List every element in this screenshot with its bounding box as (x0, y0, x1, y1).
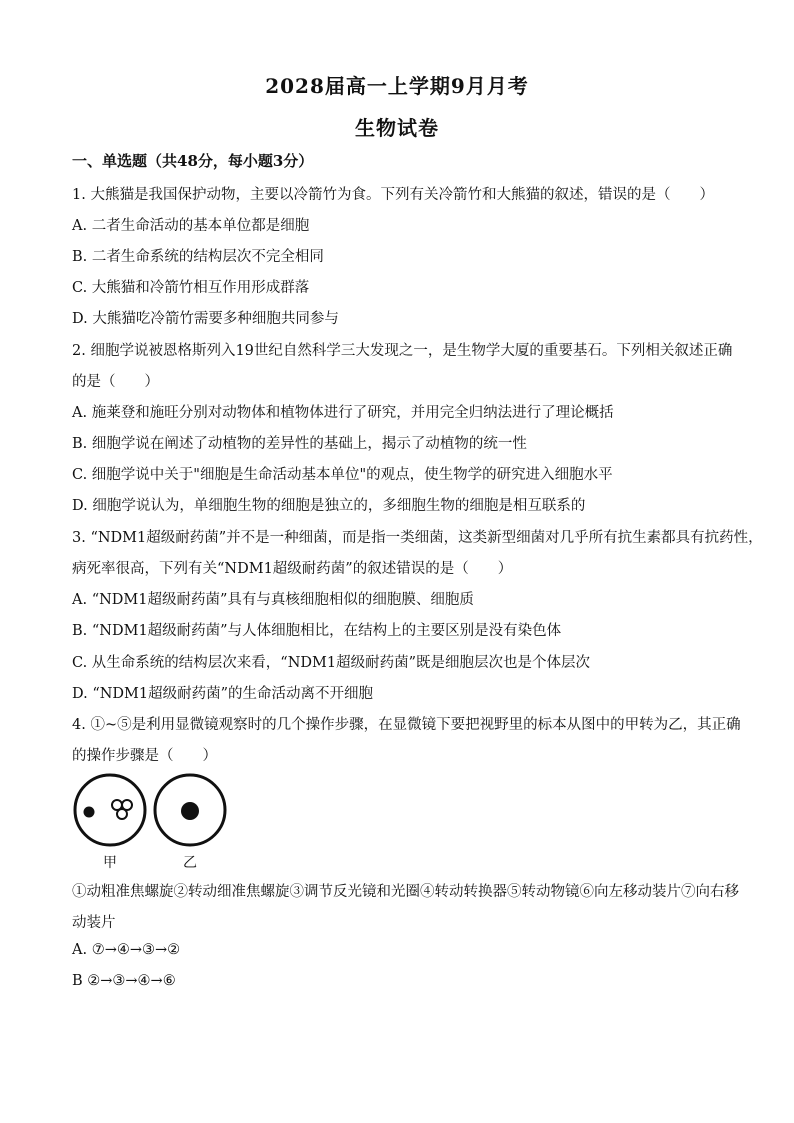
question-2-option-b: B. 细胞学说在阐述了动植物的差异性的基础上，揭示了动植物的统一性 (72, 436, 527, 452)
question-4-option-a: A. ⑦→④→③→② (72, 942, 181, 958)
question-4-steps-line1: ①动粗准焦螺旋②转动细准焦螺旋③调节反光镜和光圈④转动转换器⑤转动物镜⑥向左移动装片⑦向右移 (72, 884, 739, 900)
question-2-stem-line2: 的是（ ） (72, 374, 159, 390)
question-3-stem-line2: 病死率很高，下列有关“NDM1超级耐药菌”的叙述错误的是（ ） (72, 561, 513, 577)
question-1-option-b: B. 二者生命系统的结构层次不完全相同 (72, 249, 324, 265)
question-4-stem-line1: 4. ①~⑤是利用显微镜观察时的几个操作步骤，在显微镜下要把视野里的标本从图中的甲转为乙，其正确 (72, 717, 741, 733)
figure-label-yi: 乙 (183, 855, 197, 871)
question-3-option-b: B. “NDM1超级耐药菌”与人体细胞相比，在结构上的主要区别是没有染色体 (72, 623, 562, 639)
section-heading: 一、单选题（共48分，每小题3分） (72, 152, 314, 170)
question-4-steps-line2: 动装片 (72, 915, 116, 931)
exam-subject: 生物试卷 (355, 116, 439, 140)
microscope-field-figure (72, 772, 232, 872)
question-1-stem: 1. 大熊猫是我国保护动物，主要以冷箭竹为食。下列有关冷箭竹和大熊猫的叙述，错误的是（ ） (72, 187, 714, 203)
question-3-option-c: C. 从生命系统的结构层次来看，“NDM1超级耐药菌”既是细胞层次也是个体层次 (72, 655, 591, 671)
microscope-field-diagram (72, 772, 232, 850)
question-2-option-a: A. 施莱登和施旺分别对动物体和植物体进行了研究，并用完全归纳法进行了理论概括 (72, 405, 614, 421)
question-2-option-c: C. 细胞学说中关于"细胞是生命活动基本单位"的观点，使生物学的研究进入细胞水平 (72, 467, 613, 483)
question-3-stem-line1: 3. “NDM1超级耐药菌”并不是一种细菌，而是指一类细菌，这类新型细菌对几乎所有抗生素都具有抗药性， (72, 530, 763, 546)
question-2-option-d: D. 细胞学说认为，单细胞生物的细胞是独立的，多细胞生物的细胞是相互联系的 (72, 498, 586, 514)
question-1-option-d: D. 大熊猫吃冷箭竹需要多种细胞共同参与 (72, 311, 339, 327)
question-1-option-a: A. 二者生命活动的基本单位都是细胞 (72, 218, 310, 234)
question-3-option-d: D. “NDM1超级耐药菌”的生命活动离不开细胞 (72, 686, 374, 702)
field-a-specimen-dot (84, 807, 95, 818)
question-4-option-b: B ②→③→④→⑥ (72, 973, 176, 989)
question-3-option-a: A. “NDM1超级耐药菌”具有与真核细胞相似的细胞膜、细胞质 (72, 592, 474, 608)
field-b-specimen-dot (181, 802, 199, 820)
exam-title: 2028届高一上学期9月月考 (265, 74, 529, 98)
question-2-stem-line1: 2. 细胞学说被恩格斯列入19世纪自然科学三大发现之一，是生物学大厦的重要基石。下列相关叙述正确 (72, 343, 733, 359)
question-1-option-c: C. 大熊猫和冷箭竹相互作用形成群落 (72, 280, 310, 296)
question-4-stem-line2: 的操作步骤是（ ） (72, 748, 217, 764)
figure-label-jia: 甲 (103, 855, 117, 871)
field-a-cell-3 (117, 809, 127, 819)
